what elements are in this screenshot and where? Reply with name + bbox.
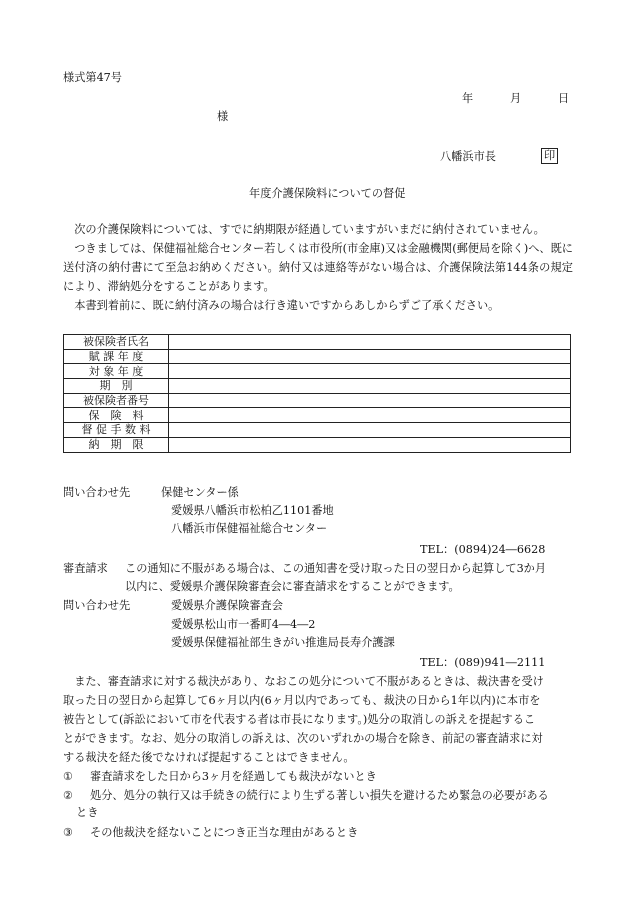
contact2-label: 問い合わせ先: [63, 599, 131, 612]
seal-mark: 印: [541, 148, 558, 164]
table-row-label: 対 象 年 度: [64, 364, 169, 379]
table-row-label: 賦 課 年 度: [64, 349, 169, 364]
contact2-tel: TEL：(089)941―2111: [420, 656, 546, 669]
table-row: [64, 423, 571, 438]
body-paragraph-2: つきましては、保健福祉総合センター若しくは市役所(市金庫)又は金融機関(郵便局を除く)へ、既に送付済の納付書にて至急お納めください。納付又は連絡等がない場合は、介護保険法第144条の規定により、滞納処分をすることがあります。: [63, 242, 573, 293]
contact2-address: 愛媛県松山市一番町4―4―2: [171, 618, 316, 631]
body-paragraph-1: 次の介護保険料については、すでに納期限が経過していますがいまだに納付されていません。: [63, 223, 545, 236]
lawsuit-line: する裁決を経た後でなければ提起することはできません。: [63, 751, 355, 764]
condition-number: ③: [63, 826, 74, 839]
contact1-dept: 保健センター係: [161, 486, 239, 499]
table-row: [64, 379, 571, 394]
review-text-line1: この通知に不服がある場合は、この通知書を受け取った日の翌日から起算して3か月: [125, 562, 547, 575]
table-row-value: [169, 437, 571, 452]
contact2-dept: 愛媛県介護保険審査会: [171, 599, 283, 612]
seal-stamp: [541, 148, 558, 164]
condition-text: その他裁決を経ないことにつき正当な理由があるとき: [90, 826, 359, 839]
date-day-label: 日: [558, 92, 570, 105]
review-label: 審査請求: [63, 562, 108, 575]
table-row-value: [169, 393, 571, 408]
table-row-label: 被保険者氏名: [64, 335, 169, 350]
table-row-label: 被保険者番号: [64, 393, 169, 408]
contact1-label: 問い合わせ先: [63, 486, 131, 499]
table-row: [64, 364, 571, 379]
condition-text-continued: とき: [76, 806, 99, 819]
table-row-value: [169, 335, 571, 350]
contact1-tel: TEL：(0894)24―6628: [420, 543, 546, 556]
table-row: [64, 335, 571, 350]
recipient-suffix: 様: [217, 110, 229, 123]
table-row-label: 保 険 料: [64, 408, 169, 423]
table-row: [64, 408, 571, 423]
table-row-label: 期 別: [64, 379, 169, 394]
contact1-org: 八幡浜市保健福祉総合センター: [171, 522, 328, 535]
lawsuit-line: また、審査請求に対する裁決があり、なおこの処分について不服があるときは、裁決書を受け: [63, 675, 544, 688]
date-month-label: 月: [510, 92, 522, 105]
review-text-line2: 以内に、愛媛県介護保険審査会に審査請求をすることができます。: [125, 580, 460, 593]
table-row-value: [169, 408, 571, 423]
sender-name: 八幡浜市長: [440, 150, 496, 163]
condition-text: 審査請求をした日から3ヶ月を経過しても裁決がないとき: [90, 770, 377, 783]
condition-number: ②: [63, 789, 74, 802]
table-row: [64, 349, 571, 364]
contact2-org: 愛媛県保健福祉部生きがい推進局長寿介護課: [171, 636, 395, 649]
table-row-value: [169, 423, 571, 438]
date-year-label: 年: [462, 92, 474, 105]
contact1-address: 愛媛県八幡浜市松柏乙1101番地: [171, 504, 334, 517]
body-paragraph-3: 本書到着前に、既に納付済みの場合は行き違いですからあしからずご了承ください。: [63, 299, 500, 312]
condition-text: 処分、処分の執行又は手続きの続行により生ずる著しい損失を避けるため緊急の必要がある: [90, 789, 549, 802]
table-row-value: [169, 349, 571, 364]
table-row-value: [169, 379, 571, 394]
lawsuit-line: 取った日の翌日から起算して6ヶ月以内(6ヶ月以内であっても、裁決の日から1年以内)に本市を: [63, 694, 541, 707]
table-row-label: 納 期 限: [64, 437, 169, 452]
condition-number: ①: [63, 770, 74, 783]
table-row: [64, 437, 571, 452]
lawsuit-line: 被告として(訴訟において市を代表する者は市長になります。)処分の取消しの訴えを提起するこ: [63, 713, 536, 726]
table-row-value: [169, 364, 571, 379]
form-number: 様式第47号: [63, 71, 122, 84]
info-table: [63, 334, 571, 453]
lawsuit-line: とができます。なお、処分の取消しの訴えは、次のいずれかの場合を除き、前記の審査請求に対: [63, 732, 543, 745]
table-row-label: 督 促 手 数 料: [64, 423, 169, 438]
table-row: [64, 393, 571, 408]
document-title: 年度介護保険料についての督促: [249, 187, 406, 200]
